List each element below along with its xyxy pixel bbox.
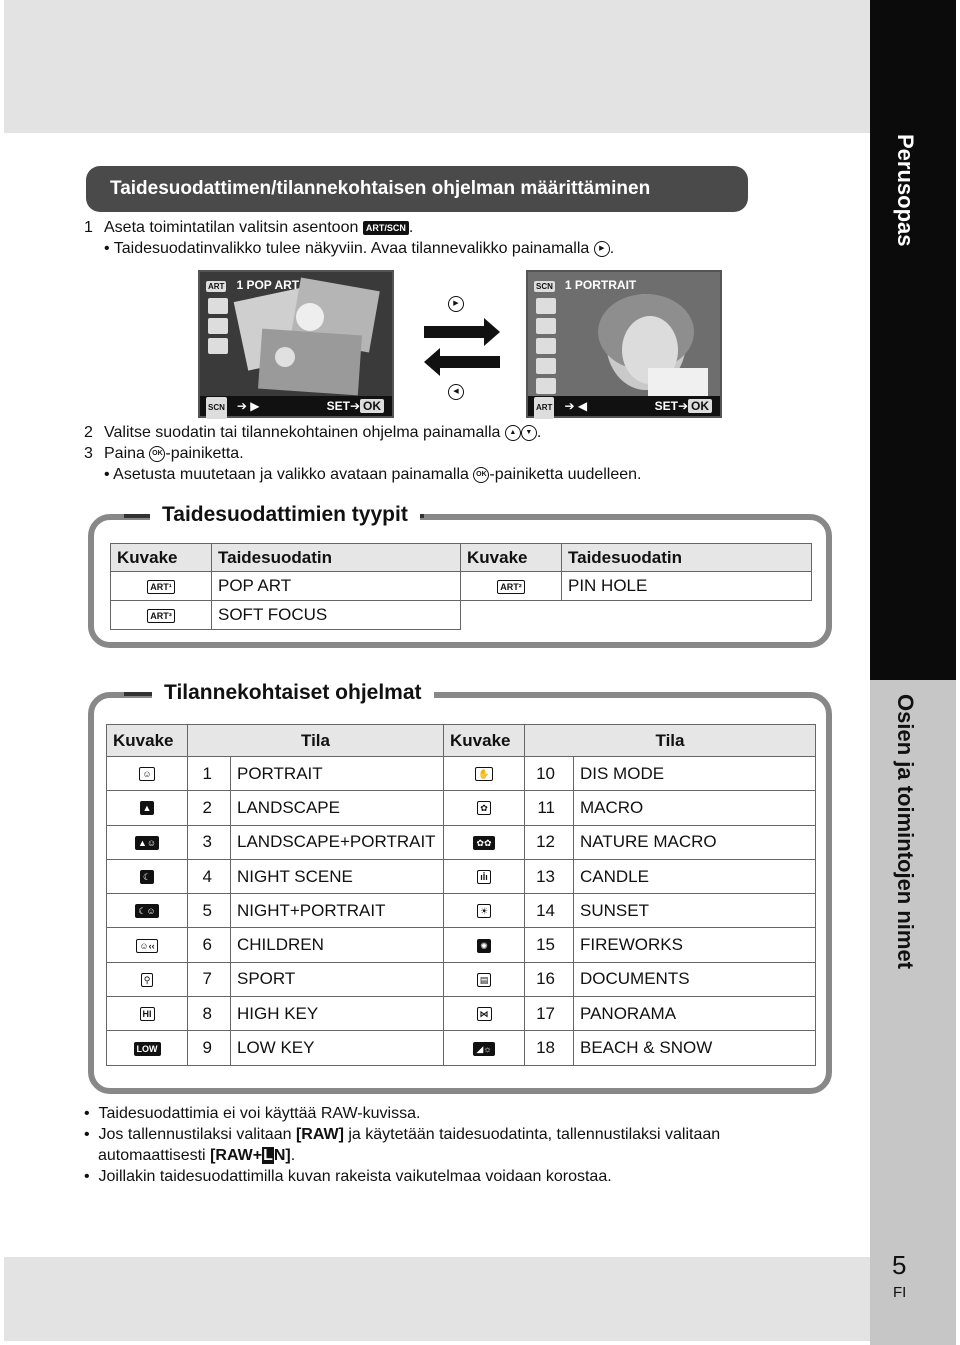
scn-tag: SCN — [536, 282, 553, 291]
art-menu-screen — [198, 270, 394, 418]
side-tab-bottom-label: Osien ja toimintojen nimet — [893, 694, 918, 970]
step-1-bullet: • Taidesuodatinvalikko tulee näkyviin. Avaa tilannevalikko painamalla ▶ . — [104, 240, 615, 257]
children-icon: ☺‹‹ — [136, 939, 157, 953]
portrait-icon: ☺ — [139, 767, 154, 781]
scn-screen-title: 1 PORTRAIT — [564, 278, 637, 292]
right-button-icon: ▶ — [448, 296, 464, 312]
table-row: ☾☺ 5 NIGHT+PORTRAIT ☀ 14 SUNSET — [107, 894, 816, 928]
art-filter-table: Kuvake Taidesuodatin Kuvake Taidesuodatin ART¹ POP ART ART² PIN HOLE ART³ SOFT FOCUS — [110, 543, 812, 630]
down-arrow-button-icon: ▼ — [521, 425, 537, 441]
high-key-icon: HI — [140, 1007, 155, 1021]
sport-icon: ⚲ — [141, 973, 154, 987]
sunset-icon: ☀ — [477, 904, 491, 918]
table-row: LOW 9 LOW KEY ◢☼ 18 BEACH & SNOW — [107, 1031, 816, 1065]
documents-icon: ▤ — [477, 973, 492, 987]
pin-hole-icon: ART² — [497, 580, 525, 594]
art-icon-column — [208, 298, 230, 358]
art-tag: ART — [208, 282, 225, 291]
dis-mode-icon: ✋ — [475, 767, 492, 781]
table-row: ART¹ POP ART ART² PIN HOLE — [111, 572, 812, 601]
scn-icon-column — [536, 298, 558, 398]
step-2: 2 Valitse suodatin tai tilannekohtainen ohjelma painamalla ▲ ▼ . — [84, 424, 542, 441]
table-row: ⚲ 7 SPORT ▤ 16 DOCUMENTS — [107, 962, 816, 996]
night-scene-icon: ☾ — [140, 870, 154, 884]
fireworks-icon: ✺ — [477, 939, 491, 953]
art-screen-title: 1 POP ART — [236, 278, 300, 292]
section-title: Taidesuodattimen/tilannekohtaisen ohjelman määrittäminen — [86, 166, 748, 212]
art-filter-title: Taidesuodattimien tyypit — [150, 503, 420, 527]
table-row: HI 8 HIGH KEY ⋈ 17 PANORAMA — [107, 997, 816, 1031]
switch-arrows-icon — [420, 316, 504, 378]
scene-mode-table: Kuvake Tila Kuvake Tila ☺ 1 PORTRAIT ✋ 10 DIS MODE ▲ 2 LANDSCAPE ✿ 11 MACRO ▲☺ 3 LANDSCAPE+PORTRAIT ✿✿ 12 NATURE MACRO ☾ 4 NIGHT SCENE ıİı 13 CANDLE ☾☺ 5 NIGHT+PORTRAIT ☀ 14 SUNSET ☺‹‹ 6 CHILDREN ✺ 15 FIREWORKS ⚲ 7 SPORT ▤ 16 DOCUMENTS HI 8 HIGH KEY ⋈ 17 PANORAMA LOW 9 LOW KEY ◢☼ 18 BEACH & SNOW — [106, 724, 816, 1066]
header-band — [4, 0, 870, 133]
ok-button-icon: OK — [149, 446, 165, 462]
scene-menu-screen — [526, 270, 722, 418]
large-size-icon: L — [263, 1147, 273, 1164]
side-tab-top[interactable] — [870, 0, 956, 680]
note-3: • Joillakin taidesuodattimilla kuvan rakeista vaikutelmaa voidaan korostaa. — [84, 1168, 612, 1185]
step-3: 3 Paina OK -painiketta. — [84, 445, 244, 462]
scene-mode-title: Tilannekohtaiset ohjelmat — [152, 681, 434, 705]
landscape-icon: ▲ — [140, 801, 155, 815]
note-1: • Taidesuodattimia ei voi käyttää RAW-kuvissa. — [84, 1105, 421, 1122]
pop-art-icon: ART¹ — [147, 580, 175, 594]
table-row: ▲ 2 LANDSCAPE ✿ 11 MACRO — [107, 791, 816, 825]
candle-icon: ıİı — [477, 870, 491, 884]
step-3-bullet: • Asetusta muutetaan ja valikko avataan painamalla OK -painiketta uudelleen. — [104, 466, 642, 483]
soft-focus-icon: ART³ — [147, 609, 175, 623]
table-row: ☺ 1 PORTRAIT ✋ 10 DIS MODE — [107, 757, 816, 791]
panorama-icon: ⋈ — [477, 1007, 492, 1021]
page-number: 5 — [892, 1250, 907, 1280]
macro-icon: ✿ — [477, 801, 491, 815]
left-button-icon: ◀ — [448, 384, 464, 400]
right-arrow-button-icon: ▶ — [594, 241, 610, 257]
side-tab-bottom[interactable] — [870, 680, 956, 1345]
page-language: FI — [893, 1284, 907, 1301]
table-row: ☺‹‹ 6 CHILDREN ✺ 15 FIREWORKS — [107, 928, 816, 962]
up-arrow-button-icon: ▲ — [505, 425, 521, 441]
scn-screen-footer: ART ➔ ◀ SET➔ OK — [528, 396, 720, 416]
footer-band — [4, 1257, 870, 1341]
step-1: 1 Aseta toimintatilan valitsin asentoon ART/SCN . — [84, 219, 414, 236]
side-tab-top-label: Perusopas — [893, 134, 918, 247]
ok-button-icon: OK — [473, 467, 489, 483]
nature-macro-icon: ✿✿ — [473, 836, 494, 850]
art-scn-dial-icon: ART/SCN — [363, 221, 409, 235]
note-2: • Jos tallennustilaksi valitaan [RAW] ja käytetään taidesuodatinta, tallennustilaksi valitaan — [84, 1126, 721, 1143]
table-row: ART³ SOFT FOCUS — [111, 601, 812, 630]
beach-snow-icon: ◢☼ — [473, 1042, 494, 1056]
table-row: ▲☺ 3 LANDSCAPE+PORTRAIT ✿✿ 12 NATURE MACRO — [107, 825, 816, 859]
night-portrait-icon: ☾☺ — [135, 904, 158, 918]
table-row: ☾ 4 NIGHT SCENE ıİı 13 CANDLE — [107, 859, 816, 893]
landscape-portrait-icon: ▲☺ — [135, 836, 159, 850]
art-screen-footer: SCN ➔ ▶ SET➔ OK — [200, 396, 392, 416]
low-key-icon: LOW — [134, 1042, 161, 1056]
note-2-cont: automaattisesti [RAW+LN]. — [98, 1147, 296, 1164]
